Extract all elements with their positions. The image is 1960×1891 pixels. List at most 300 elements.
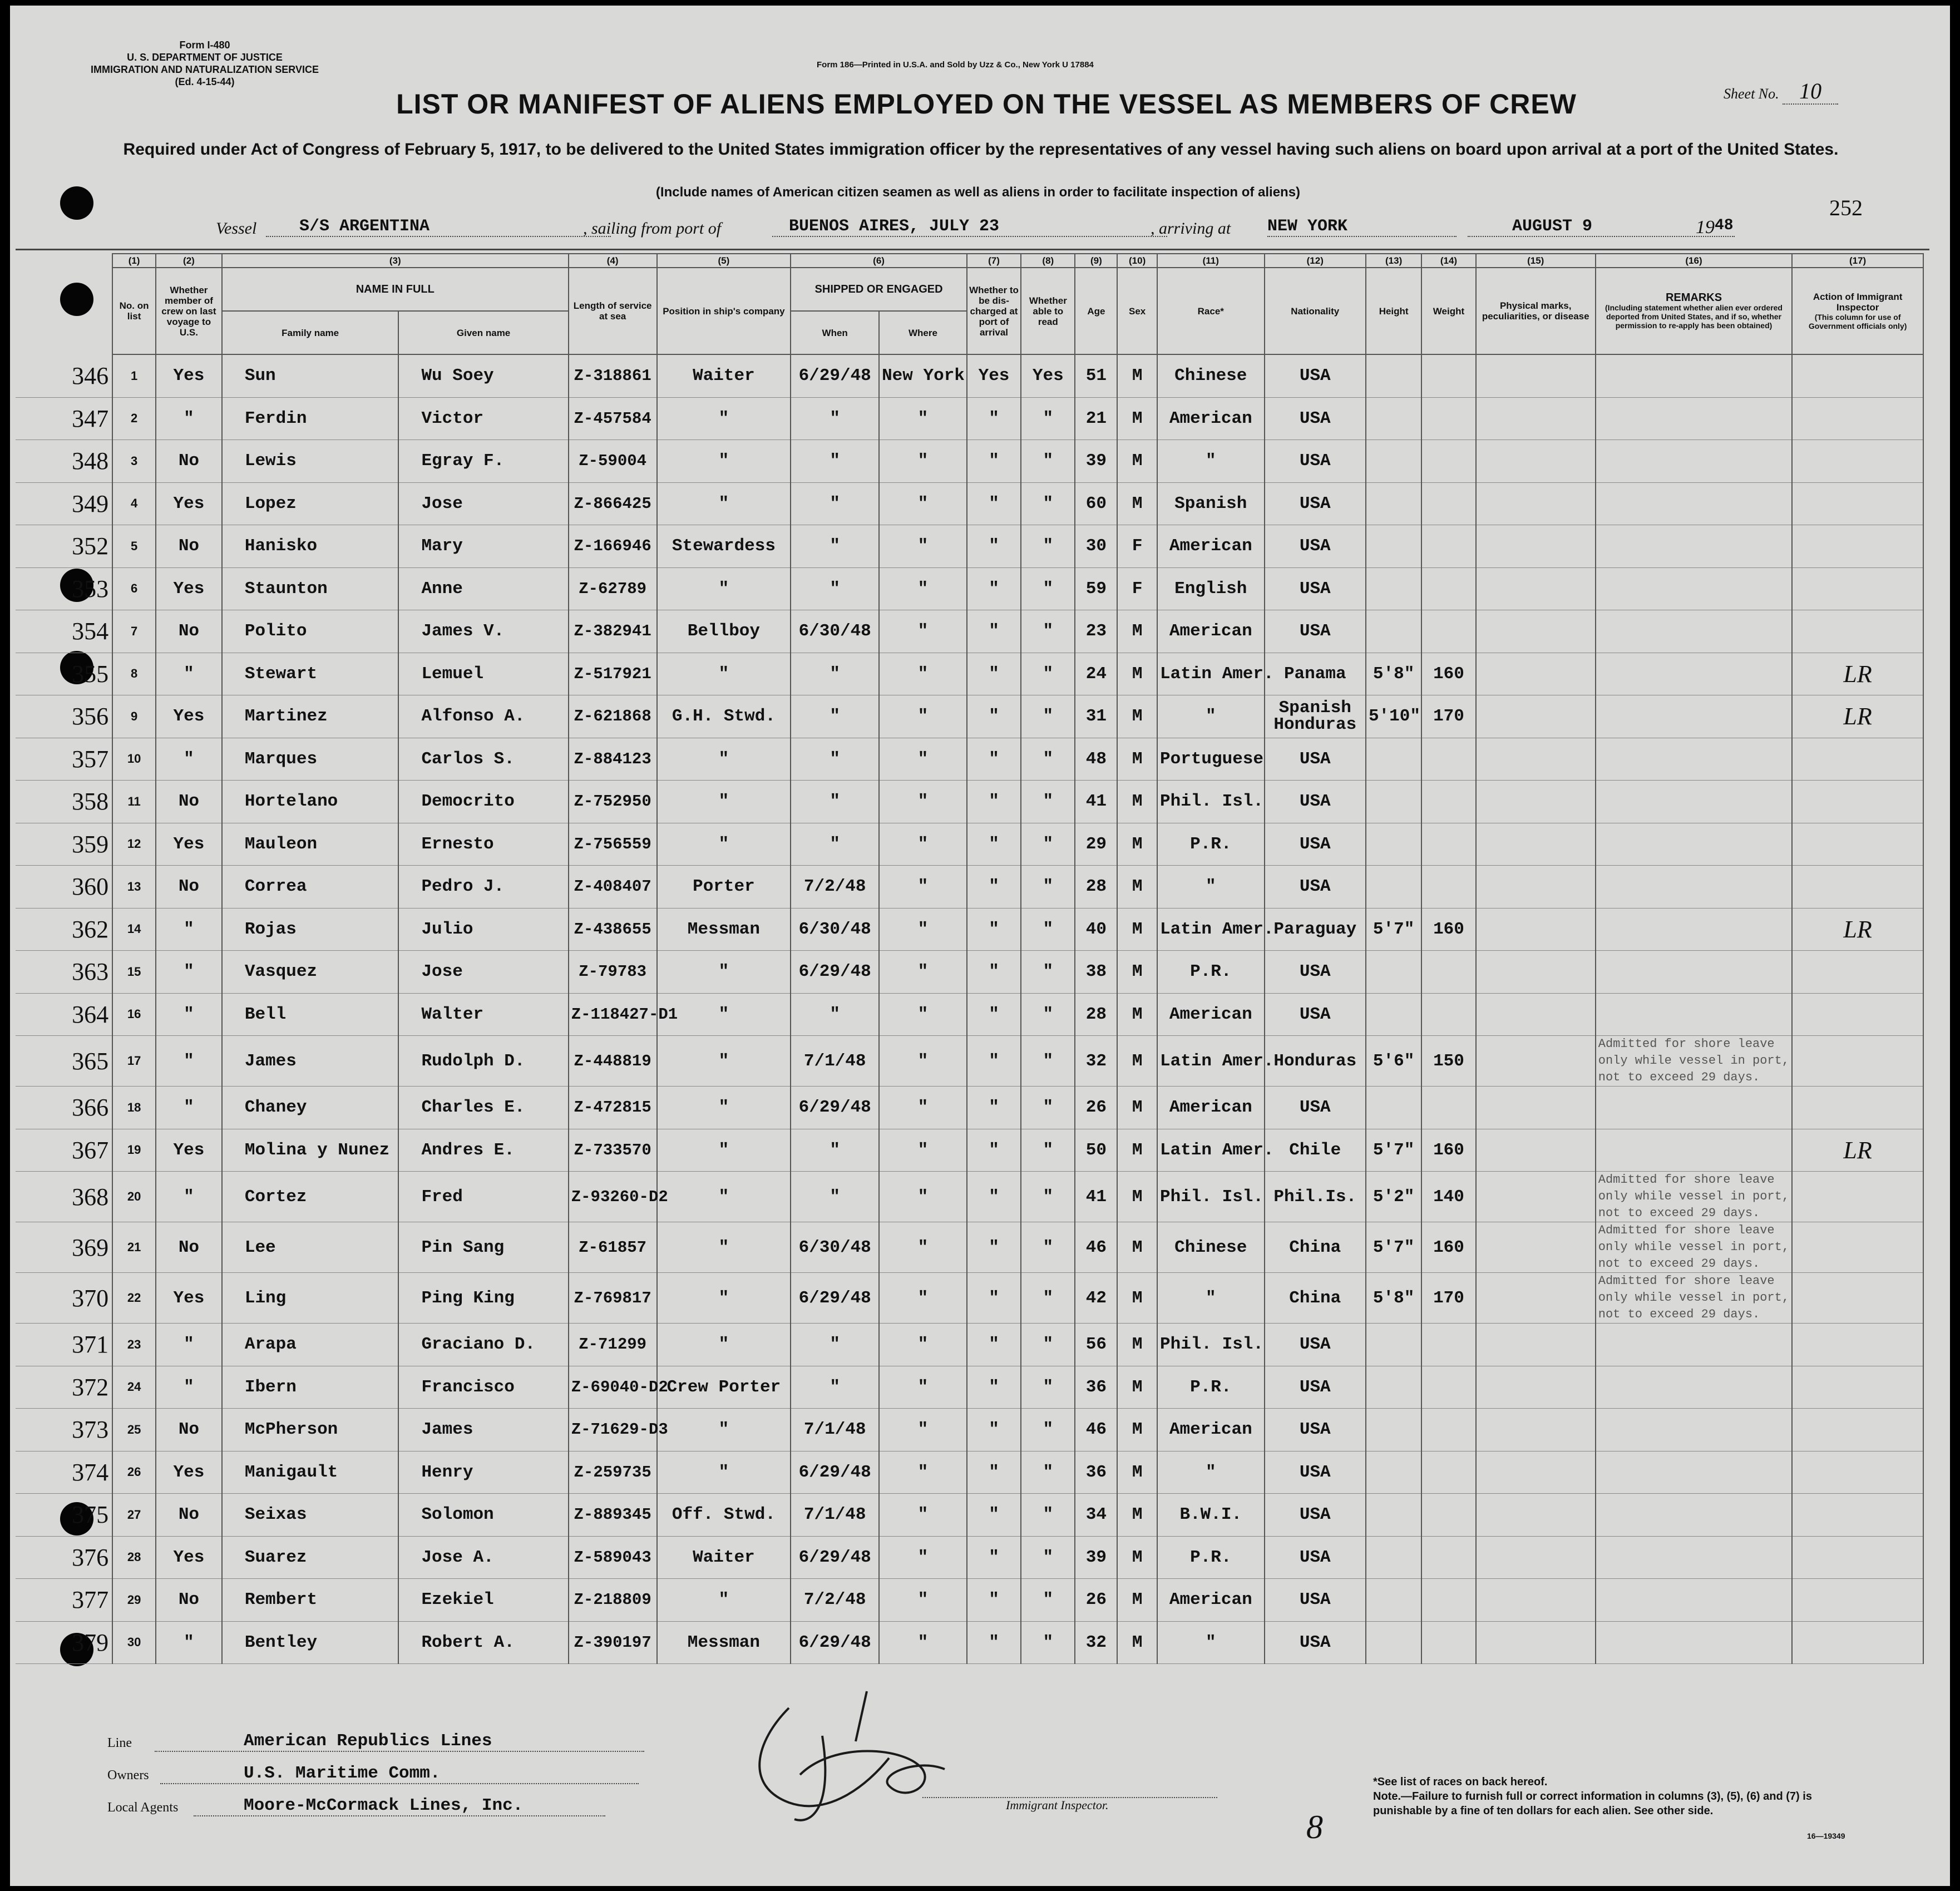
col-1-number: (1) [112, 254, 156, 268]
age-cell: 39 [1075, 1536, 1117, 1579]
discharged-cell: " [967, 482, 1021, 525]
height-cell [1366, 866, 1421, 909]
given-name-cell: Robert A. [398, 1621, 568, 1664]
position-cell: " [657, 1172, 791, 1222]
prior-voyage-cell: Yes [156, 354, 222, 397]
shipped-where-cell: " [879, 1273, 967, 1324]
page-title: LIST OR MANIFEST OF ALIENS EMPLOYED ON THE VESSEL AS MEMBERS OF CREW [396, 88, 1577, 120]
inspector-action-cell [1792, 1451, 1923, 1494]
race-cell: American [1157, 1409, 1265, 1451]
shipped-when-cell: 6/30/48 [791, 610, 879, 653]
crew-rows [16, 354, 1923, 1664]
race-cell: Spanish [1157, 482, 1265, 525]
shipped-when-cell: " [791, 567, 879, 610]
nationality-cell: Chile [1265, 1129, 1366, 1172]
physical-marks-cell [1476, 993, 1596, 1036]
shipped-where-cell: " [879, 1222, 967, 1273]
line-number: 9 [112, 695, 156, 738]
table-row [16, 440, 1923, 483]
table-row [16, 1087, 1923, 1129]
line-number: 2 [112, 397, 156, 440]
height-cell [1366, 525, 1421, 568]
service-length-cell: Z-438655 [569, 908, 657, 951]
height-cell [1366, 781, 1421, 823]
weight-cell [1421, 1324, 1475, 1366]
remarks-cell [1596, 1366, 1792, 1409]
able-to-read-cell: " [1021, 1172, 1075, 1222]
position-cell: " [657, 1129, 791, 1172]
shipped-when-cell: " [791, 738, 879, 781]
discharged-cell: " [967, 1324, 1021, 1366]
given-name-cell: Francisco [398, 1366, 568, 1409]
age-cell: 46 [1075, 1409, 1117, 1451]
position-cell: " [657, 993, 791, 1036]
col-8-label: Whether able to read [1021, 268, 1075, 354]
inspector-action-cell [1792, 1324, 1923, 1366]
service-length-cell: Z-621868 [569, 695, 657, 738]
position-cell: " [657, 653, 791, 695]
given-name-cell: Solomon [398, 1494, 568, 1537]
able-to-read-cell: " [1021, 610, 1075, 653]
weight-cell [1421, 1536, 1475, 1579]
age-cell: 59 [1075, 567, 1117, 610]
shipped-where-cell: " [879, 823, 967, 866]
age-cell: 26 [1075, 1087, 1117, 1129]
agents-label: Local Agents [107, 1800, 179, 1815]
shipped-when-cell: " [791, 397, 879, 440]
given-name-cell: Lemuel [398, 653, 568, 695]
sex-cell: F [1117, 525, 1157, 568]
age-cell: 41 [1075, 781, 1117, 823]
table-row [16, 653, 1923, 695]
service-length-cell: Z-71629-D3 [569, 1409, 657, 1451]
weight-cell [1421, 482, 1475, 525]
remarks-cell [1596, 993, 1792, 1036]
shipped-when-cell: " [791, 653, 879, 695]
sheet-number: 10 [1783, 78, 1838, 105]
shipped-when-cell: 6/30/48 [791, 908, 879, 951]
discharged-cell: " [967, 1129, 1021, 1172]
shipped-when-cell: 6/29/48 [791, 1621, 879, 1664]
service-length-cell: Z-756559 [569, 823, 657, 866]
age-cell: 36 [1075, 1451, 1117, 1494]
line-number: 30 [112, 1621, 156, 1664]
position-cell: Bellboy [657, 610, 791, 653]
service-length-cell: Z-118427-D1 [569, 993, 657, 1036]
sex-cell: M [1117, 993, 1157, 1036]
physical-marks-cell [1476, 1036, 1596, 1087]
sex-cell: M [1117, 1129, 1157, 1172]
position-cell: " [657, 738, 791, 781]
service-length-cell: Z-259735 [569, 1451, 657, 1494]
family-name-cell: Vasquez [222, 951, 399, 994]
age-cell: 29 [1075, 823, 1117, 866]
age-cell: 28 [1075, 866, 1117, 909]
service-name: IMMIGRATION AND NATURALIZATION SERVICE [91, 64, 319, 75]
position-cell: " [657, 397, 791, 440]
remarks-cell [1596, 482, 1792, 525]
weight-cell: 140 [1421, 1172, 1475, 1222]
family-name-cell: Staunton [222, 567, 399, 610]
inspector-action-cell [1792, 738, 1923, 781]
physical-marks-cell [1476, 866, 1596, 909]
shipped-when-cell: " [791, 482, 879, 525]
line-number: 28 [112, 1536, 156, 1579]
manual-number: 379 [16, 1621, 112, 1664]
service-length-cell: Z-390197 [569, 1621, 657, 1664]
discharged-cell: " [967, 1273, 1021, 1324]
shipped-when-cell: 6/30/48 [791, 1222, 879, 1273]
physical-marks-cell [1476, 1579, 1596, 1622]
race-cell: American [1157, 1087, 1265, 1129]
col-9-label: Age [1075, 268, 1117, 354]
service-length-cell: Z-733570 [569, 1129, 657, 1172]
prior-voyage-cell: " [156, 1036, 222, 1087]
age-cell: 46 [1075, 1222, 1117, 1273]
discharged-cell: " [967, 1222, 1021, 1273]
manual-number: 370 [16, 1273, 112, 1324]
position-cell: " [657, 781, 791, 823]
service-length-cell: Z-448819 [569, 1036, 657, 1087]
able-to-read-cell: Yes [1021, 354, 1075, 397]
inspector-action-cell [1792, 781, 1923, 823]
service-length-cell: Z-589043 [569, 1536, 657, 1579]
shipped-when-cell: 6/29/48 [791, 951, 879, 994]
remarks-cell [1596, 866, 1792, 909]
height-cell: 5'8" [1366, 653, 1421, 695]
nationality-cell: USA [1265, 866, 1366, 909]
nationality-cell: USA [1265, 993, 1366, 1036]
discharged-cell: " [967, 993, 1021, 1036]
year-prefix: 19 [1696, 217, 1715, 238]
manual-number: 376 [16, 1536, 112, 1579]
family-name-cell: Rembert [222, 1579, 399, 1622]
line-number: 12 [112, 823, 156, 866]
shipped-where-cell: New York [879, 354, 967, 397]
race-cell: " [1157, 1451, 1265, 1494]
family-name-cell: Manigault [222, 1451, 399, 1494]
sex-cell: M [1117, 1579, 1157, 1622]
physical-marks-cell [1476, 525, 1596, 568]
family-name-cell: Polito [222, 610, 399, 653]
family-name-cell: James [222, 1036, 399, 1087]
col-3-number: (3) [222, 254, 569, 268]
service-length-cell: Z-318861 [569, 354, 657, 397]
punch-hole [60, 186, 93, 220]
line-number: 19 [112, 1129, 156, 1172]
inspector-action-cell [1792, 397, 1923, 440]
age-cell: 31 [1075, 695, 1117, 738]
sex-cell: M [1117, 908, 1157, 951]
manual-number: 355 [16, 653, 112, 695]
nationality-cell: USA [1265, 1536, 1366, 1579]
table-row [16, 951, 1923, 994]
shipped-where-cell: " [879, 1172, 967, 1222]
weight-cell [1421, 738, 1475, 781]
inspector-action-cell [1792, 354, 1923, 397]
table-row [16, 397, 1923, 440]
physical-marks-cell [1476, 738, 1596, 781]
given-name-cell: Wu Soey [398, 354, 568, 397]
service-length-cell: Z-884123 [569, 738, 657, 781]
prior-voyage-cell: " [156, 1366, 222, 1409]
col-9-number: (9) [1075, 254, 1117, 268]
prior-voyage-cell: " [156, 1621, 222, 1664]
given-name-cell: Fred [398, 1172, 568, 1222]
position-cell: " [657, 1324, 791, 1366]
shipped-where-cell: " [879, 738, 967, 781]
inspector-action-cell [1792, 1494, 1923, 1537]
discharged-cell: " [967, 781, 1021, 823]
family-name-header: Family name [222, 311, 399, 354]
inspector-action-cell [1792, 1366, 1923, 1409]
line-number: 20 [112, 1172, 156, 1222]
age-cell: 48 [1075, 738, 1117, 781]
inspector-action-cell [1792, 1273, 1923, 1324]
sex-cell: M [1117, 440, 1157, 483]
col-7-label: Whether to be dis-charged at port of arrival [967, 268, 1021, 354]
physical-marks-cell [1476, 397, 1596, 440]
manual-number: 363 [16, 951, 112, 994]
nationality-cell: USA [1265, 482, 1366, 525]
prior-voyage-cell: " [156, 738, 222, 781]
shipped-where-cell: " [879, 397, 967, 440]
shipped-where-cell: " [879, 695, 967, 738]
inspector-action-cell [1792, 610, 1923, 653]
given-name-cell: Julio [398, 908, 568, 951]
table-row [16, 1273, 1923, 1324]
line-number: 5 [112, 525, 156, 568]
able-to-read-cell: " [1021, 653, 1075, 695]
able-to-read-cell: " [1021, 738, 1075, 781]
nationality-cell: Honduras [1265, 1036, 1366, 1087]
discharged-cell: " [967, 1451, 1021, 1494]
sex-cell: M [1117, 1087, 1157, 1129]
age-cell: 28 [1075, 993, 1117, 1036]
given-name-cell: Ezekiel [398, 1579, 568, 1622]
remarks-cell [1596, 951, 1792, 994]
height-cell [1366, 993, 1421, 1036]
manual-number: 367 [16, 1129, 112, 1172]
manual-number: 374 [16, 1451, 112, 1494]
line-number: 7 [112, 610, 156, 653]
col-10-label: Sex [1117, 268, 1157, 354]
physical-marks-cell [1476, 695, 1596, 738]
weight-cell [1421, 781, 1475, 823]
service-length-cell: Z-69040-D2 [569, 1366, 657, 1409]
nationality-cell: USA [1265, 397, 1366, 440]
race-cell: Latin Amer. [1157, 908, 1265, 951]
race-cell: Phil. Isl. [1157, 781, 1265, 823]
able-to-read-cell: " [1021, 1579, 1075, 1622]
race-cell: " [1157, 866, 1265, 909]
line-number: 13 [112, 866, 156, 909]
given-name-cell: Walter [398, 993, 568, 1036]
family-name-cell: Mauleon [222, 823, 399, 866]
line-number: 26 [112, 1451, 156, 1494]
sex-cell: M [1117, 397, 1157, 440]
nationality-cell: USA [1265, 738, 1366, 781]
line-number: 6 [112, 567, 156, 610]
sex-cell: M [1117, 823, 1157, 866]
table-row [16, 1129, 1923, 1172]
service-length-cell: Z-769817 [569, 1273, 657, 1324]
remarks-title: REMARKS [1665, 291, 1722, 304]
weight-cell [1421, 823, 1475, 866]
line-number: 25 [112, 1409, 156, 1451]
sheet-number-label [1724, 78, 1838, 104]
race-cell: P.R. [1157, 823, 1265, 866]
col-5-label: Position in ship's company [657, 268, 791, 354]
race-cell: Latin Amer. [1157, 653, 1265, 695]
height-cell [1366, 1409, 1421, 1451]
header-rule [16, 249, 1929, 250]
able-to-read-cell: " [1021, 993, 1075, 1036]
service-length-cell: Z-517921 [569, 653, 657, 695]
height-cell [1366, 610, 1421, 653]
race-cell: P.R. [1157, 951, 1265, 994]
able-to-read-cell: " [1021, 440, 1075, 483]
sex-cell: M [1117, 1172, 1157, 1222]
service-length-cell: Z-382941 [569, 610, 657, 653]
prior-voyage-cell: " [156, 1324, 222, 1366]
sheet-label: Sheet No. [1724, 86, 1779, 102]
able-to-read-cell: " [1021, 951, 1075, 994]
discharged-cell: " [967, 951, 1021, 994]
inspector-action-cell [1792, 866, 1923, 909]
nationality-cell: Spanish Honduras [1265, 695, 1366, 738]
physical-marks-cell [1476, 823, 1596, 866]
remarks-cell: Admitted for shore leave only while vessel in port, not to exceed 29 days. [1596, 1172, 1792, 1222]
prior-voyage-cell: No [156, 1494, 222, 1537]
shipped-when-cell: 6/29/48 [791, 354, 879, 397]
age-cell: 40 [1075, 908, 1117, 951]
inspector-action-cell [1792, 567, 1923, 610]
position-cell: G.H. Stwd. [657, 695, 791, 738]
weight-cell [1421, 951, 1475, 994]
table-row [16, 1409, 1923, 1451]
shipped-where-cell: " [879, 653, 967, 695]
age-cell: 32 [1075, 1621, 1117, 1664]
prior-voyage-cell: No [156, 1579, 222, 1622]
shipped-when-cell: 6/29/48 [791, 1536, 879, 1579]
given-name-cell: Victor [398, 397, 568, 440]
family-name-cell: Stewart [222, 653, 399, 695]
shipped-when-cell: " [791, 1366, 879, 1409]
remarks-cell [1596, 610, 1792, 653]
service-length-cell: Z-889345 [569, 1494, 657, 1537]
table-row [16, 1172, 1923, 1222]
height-cell [1366, 1494, 1421, 1537]
shipped-where-cell: " [879, 482, 967, 525]
prior-voyage-cell: Yes [156, 1273, 222, 1324]
shipped-where-cell: " [879, 610, 967, 653]
shipped-where-cell: " [879, 1409, 967, 1451]
corner-mark: 8 [1306, 1809, 1323, 1845]
shipped-where-cell: " [879, 1324, 967, 1366]
age-cell: 39 [1075, 440, 1117, 483]
physical-marks-cell [1476, 354, 1596, 397]
physical-marks-cell [1476, 610, 1596, 653]
prior-voyage-cell: No [156, 866, 222, 909]
given-name-cell: Mary [398, 525, 568, 568]
sex-cell: M [1117, 1451, 1157, 1494]
given-name-cell: Ernesto [398, 823, 568, 866]
table-row [16, 1579, 1923, 1622]
weight-cell [1421, 1494, 1475, 1537]
family-name-cell: Bell [222, 993, 399, 1036]
given-name-cell: Pedro J. [398, 866, 568, 909]
height-cell: 5'8" [1366, 1273, 1421, 1324]
sex-cell: M [1117, 354, 1157, 397]
instruction-note: (Include names of American citizen seamen as well as aliens in order to facilitate inspection of aliens) [655, 185, 1301, 200]
arrival-port: NEW YORK [1267, 217, 1457, 237]
prior-voyage-cell: " [156, 951, 222, 994]
prior-voyage-cell: " [156, 653, 222, 695]
shipped-where-cell: " [879, 1536, 967, 1579]
height-cell [1366, 1451, 1421, 1494]
race-cell: " [1157, 440, 1265, 483]
line-number: 27 [112, 1494, 156, 1537]
line-number: 18 [112, 1087, 156, 1129]
inspector-action-cell [1792, 1409, 1923, 1451]
physical-marks-cell [1476, 440, 1596, 483]
physical-marks-cell [1476, 1273, 1596, 1324]
sex-cell: M [1117, 866, 1157, 909]
given-name-cell: James [398, 1409, 568, 1451]
physical-marks-cell [1476, 781, 1596, 823]
prior-voyage-cell: Yes [156, 823, 222, 866]
age-cell: 51 [1075, 354, 1117, 397]
weight-cell [1421, 610, 1475, 653]
age-cell: 34 [1075, 1494, 1117, 1537]
form-code: 16—19349 [1807, 1831, 1845, 1840]
height-cell [1366, 482, 1421, 525]
stamp-number: 252 [1829, 195, 1863, 220]
line-number: 11 [112, 781, 156, 823]
weight-cell [1421, 1579, 1475, 1622]
discharged-cell: " [967, 823, 1021, 866]
family-name-cell: Ling [222, 1273, 399, 1324]
weight-cell [1421, 1366, 1475, 1409]
able-to-read-cell: " [1021, 525, 1075, 568]
discharged-cell: " [967, 1536, 1021, 1579]
family-name-cell: Seixas [222, 1494, 399, 1537]
table-row [16, 1536, 1923, 1579]
family-name-cell: Ferdin [222, 397, 399, 440]
sex-cell: M [1117, 781, 1157, 823]
page-subtitle: Required under Act of Congress of February 5, 1917, to be delivered to the United States immigration officer by the representatives of any vessel having such aliens on board upon arrival at a port of the United States. [123, 140, 1839, 159]
able-to-read-cell: " [1021, 695, 1075, 738]
remarks-cell [1596, 738, 1792, 781]
column-label-row [16, 268, 1923, 311]
col-14-number: (14) [1421, 254, 1475, 268]
agents-value: Moore-McCormack Lines, Inc. [194, 1796, 605, 1816]
age-cell: 50 [1075, 1129, 1117, 1172]
nationality-cell: USA [1265, 567, 1366, 610]
position-cell: Waiter [657, 1536, 791, 1579]
line-number: 15 [112, 951, 156, 994]
manual-number: 346 [16, 354, 112, 397]
race-cell: Phil. Isl. [1157, 1172, 1265, 1222]
col-12-label: Nationality [1265, 268, 1366, 354]
remarks-cell [1596, 1409, 1792, 1451]
col-15-number: (15) [1476, 254, 1596, 268]
nationality-cell: USA [1265, 354, 1366, 397]
nationality-cell: USA [1265, 823, 1366, 866]
col-6-label: SHIPPED OR ENGAGED [791, 268, 967, 311]
line-number: 24 [112, 1366, 156, 1409]
